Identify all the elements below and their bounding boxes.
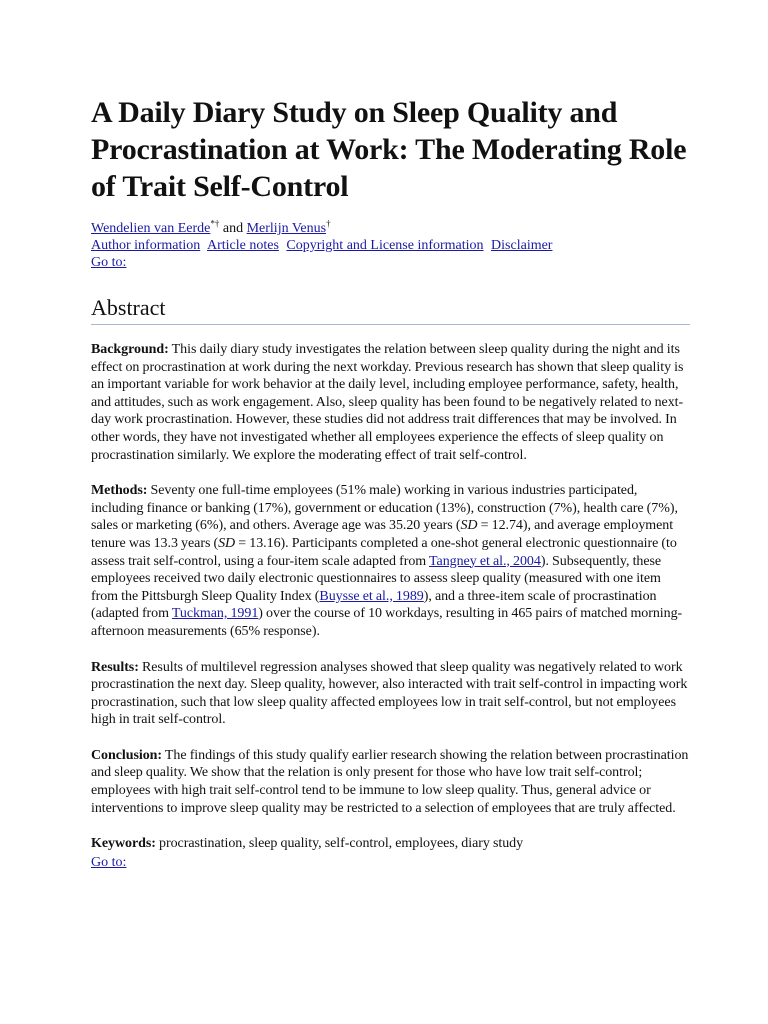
methods-text-1: Seventy one full-time employees (51% male) working in various industries participated, including finance or banking (17%), government or education (13%), construction (7%), health care (7%), sales or marketing (6%), and others. Average age was 35.20 years ( [91, 483, 678, 534]
methods-text-6: ) over the course of 10 workdays, resulting in 465 pairs of matched morning-afternoon measurements (65% response). [91, 606, 683, 639]
ref-tuckman-link[interactable]: Tuckman, 1991 [171, 606, 259, 622]
abstract-heading: Abstract [91, 295, 690, 325]
author-link-1[interactable]: Wendelien van Eerde [91, 221, 211, 236]
conclusion-label: Conclusion: [91, 747, 163, 763]
ref-buysse-link[interactable]: Buysse et al., 1989 [319, 588, 424, 604]
article-title: A Daily Diary Study on Sleep Quality and Procrastination at Work: The Moderating Role of Trait Self-Control [91, 96, 687, 203]
abstract-body [91, 341, 690, 871]
goto-line-1 [91, 255, 690, 271]
methods-label: Methods: [91, 483, 148, 499]
methods-text-5: ), and a three-item scale of procrastination (adapted from [91, 588, 657, 622]
ref-tangney-link[interactable]: Tangney et al., 2004 [429, 553, 541, 569]
author-1-marks: *† [210, 218, 220, 229]
author-link-2[interactable]: Merlijn Venus [246, 221, 327, 236]
methods-text-2: = 12.74), and average employment tenure was 13.3 years ( [91, 518, 674, 551]
results-text: Results of multilevel regression analyses showed that sleep quality was negatively related to work procrastination the next day. Sleep quality, however, also interacted with trait self-control in impacting work procrastination, such that low sleep quality affected employees low in trait self-control, but not employees high in trait self-control. [91, 659, 688, 728]
copyright-license-link[interactable]: Copyright and License information [286, 238, 484, 253]
disclaimer-link[interactable]: Disclaimer [491, 238, 553, 253]
article-meta [91, 218, 690, 271]
goto-link[interactable]: Go to: [91, 255, 127, 270]
sd-symbol-2: SD [218, 535, 236, 551]
methods-text-3: = 13.16). Participants completed a one-shot general electronic questionnaire (to assess trait self-control, using a four-item scale adapted from [91, 535, 677, 569]
background-paragraph [91, 341, 690, 464]
goto-link-2[interactable]: Go to: [91, 854, 127, 870]
keywords-text: procrastination, sleep quality, self-control, employees, diary study [155, 836, 524, 852]
author-line [91, 218, 690, 237]
author-information-link[interactable]: Author information [91, 238, 201, 253]
sd-symbol-1: SD [460, 518, 478, 534]
conclusion-paragraph [91, 747, 690, 817]
methods-paragraph [91, 482, 690, 640]
keywords-label: Keywords: [91, 836, 156, 852]
authors-joiner: and [219, 221, 247, 236]
keywords-paragraph [91, 835, 690, 853]
background-text: This daily diary study investigates the relation between sleep quality during the night and its effect on procrastination at work during the next workday. Previous research has shown that sleep quality is an important variable for work behavior at the daily level, including employee performance, safety, health, and attitudes, such as work engagement. Also, sleep quality has been found to be negatively related to next-day work procrastination. However, these studies did not address trait differences that may be involved. In other words, they have not investigated whether all employees experience the effects of sleep quality on procrastination similarly. We explore the moderating effect of trait self-control. [91, 342, 684, 463]
results-paragraph [91, 659, 690, 729]
background-label: Background: [91, 342, 169, 357]
article-notes-link[interactable]: Article notes [207, 238, 279, 253]
results-label: Results: [91, 659, 139, 675]
conclusion-text: The findings of this study qualify earlier research showing the relation between procrastination and sleep quality. We show that the relation is only present for those who have low trait self-control; employees with high trait self-control tend to be immune to low sleep quality. Thus, general advice or interventions to improve sleep quality may be restricted to a selection of employees that are truly affected. [91, 747, 689, 816]
article-links [91, 238, 690, 254]
author-2-marks: † [326, 218, 331, 229]
methods-text-4: ). Subsequently, these employees received two daily electronic questionnaires to assess sleep quality (measured with one item from the Pittsburgh Sleep Quality Index ( [91, 553, 662, 604]
